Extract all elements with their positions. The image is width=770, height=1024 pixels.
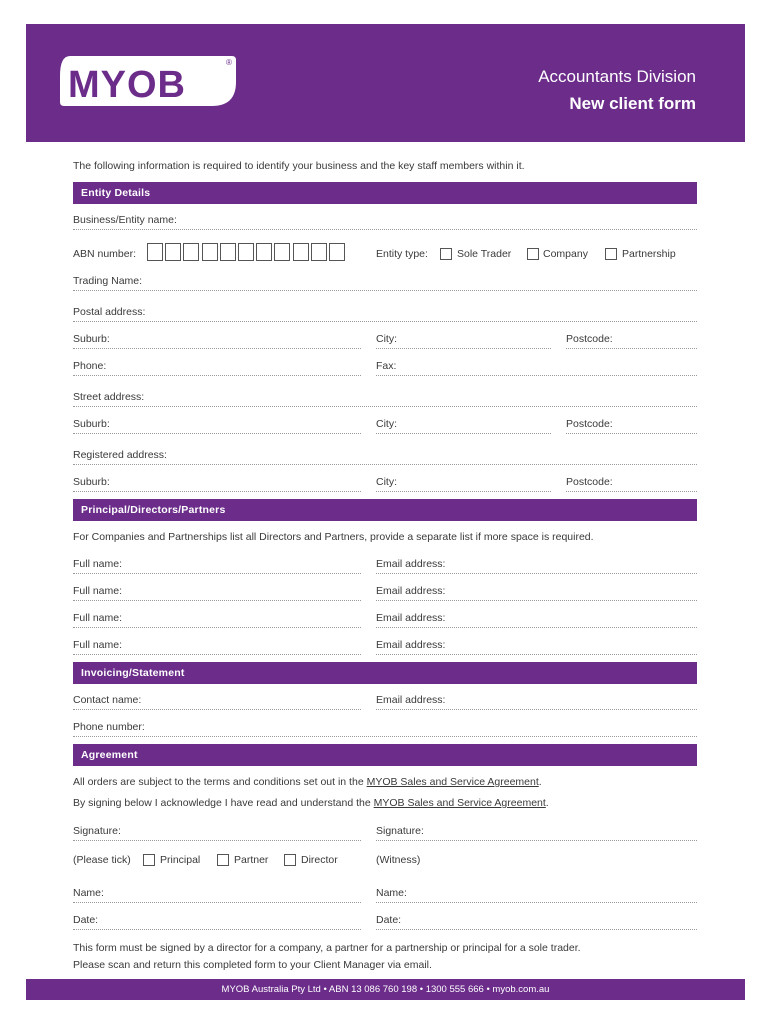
full-name-label: Full name: (73, 612, 123, 624)
entity-type-label: Entity type: (376, 248, 428, 260)
intro-text: The following information is required to identify your business and the key staff members within it. (73, 160, 525, 172)
full-name-label: Full name: (73, 639, 123, 651)
registered-postcode-label: Postcode: (566, 476, 613, 488)
full-name-label: Full name: (73, 558, 123, 570)
agreement-line-1-text: All orders are subject to the terms and conditions set out in the (73, 776, 367, 788)
abn-digit-box[interactable] (238, 243, 254, 261)
abn-digit-box[interactable] (165, 243, 181, 261)
registered-address-field[interactable] (73, 448, 697, 465)
abn-digit-box[interactable] (329, 243, 345, 261)
principal-4-name-field[interactable] (73, 638, 361, 655)
agreement-line-1-end: . (538, 776, 542, 788)
business-name-field[interactable] (73, 213, 697, 230)
agreement-line-2-end: . (545, 797, 549, 809)
registered-suburb-field[interactable] (73, 475, 361, 492)
section-agreement: Agreement (73, 744, 697, 766)
signer-date-field[interactable] (73, 913, 361, 930)
principal-4-email-field[interactable] (376, 638, 697, 655)
section-principals: Principal/Directors/Partners (73, 499, 697, 521)
partnership-checkbox[interactable] (605, 248, 617, 260)
agreement-line-2-text: By signing below I acknowledge I have read and understand the (73, 797, 374, 809)
postal-address-label: Postal address: (73, 306, 146, 318)
street-suburb-label: Suburb: (73, 418, 110, 430)
contact-name-field[interactable] (73, 693, 361, 710)
phone-label: Phone: (73, 360, 107, 372)
witness-date-field[interactable] (376, 913, 697, 930)
logo-wordmark: MYOB (68, 64, 186, 106)
sole-trader-label: Sole Trader (457, 248, 512, 260)
postal-suburb-label: Suburb: (73, 333, 110, 345)
abn-digit-box[interactable] (293, 243, 309, 261)
abn-digit-box[interactable] (311, 243, 327, 261)
full-name-label: Full name: (73, 585, 123, 597)
abn-digit-box[interactable] (256, 243, 272, 261)
abn-digit-box[interactable] (183, 243, 199, 261)
logo-registered-mark: ® (226, 58, 232, 67)
registered-postcode-field[interactable] (566, 475, 697, 492)
postal-postcode-label: Postcode: (566, 333, 613, 345)
invoicing-email-field[interactable] (376, 693, 697, 710)
postal-address-field[interactable] (73, 305, 697, 322)
business-name-label: Business/Entity name: (73, 214, 177, 226)
sales-service-agreement-link-2[interactable]: MYOB Sales and Service Agreement (373, 797, 546, 809)
phone-number-label: Phone number: (73, 721, 145, 733)
witness-label: (Witness) (376, 854, 421, 866)
email-label: Email address: (376, 612, 446, 624)
phone-number-field[interactable] (73, 720, 697, 737)
principals-note: For Companies and Partnerships list all Directors and Partners, provide a separate list if more space is required. (73, 531, 594, 543)
postal-city-label: City: (376, 333, 397, 345)
email-label: Email address: (376, 585, 446, 597)
page-footer: MYOB Australia Pty Ltd • ABN 13 086 760 198 • 1300 555 666 • myob.com.au (26, 979, 745, 1000)
witness-date-label: Date: (376, 914, 402, 926)
witness-name-field[interactable] (376, 886, 697, 903)
postal-postcode-field[interactable] (566, 332, 697, 349)
footnote-signing: This form must be signed by a director for a company, a partner for a partnership or principal for a sole trader. (73, 942, 581, 954)
section-invoicing: Invoicing/Statement (73, 662, 697, 684)
signature-field[interactable] (73, 824, 361, 841)
company-checkbox[interactable] (527, 248, 539, 260)
principal-1-name-field[interactable] (73, 557, 361, 574)
abn-digit-box[interactable] (202, 243, 218, 261)
registered-city-field[interactable] (376, 475, 551, 492)
signer-name-label: Name: (73, 887, 104, 899)
partner-label: Partner (234, 854, 269, 866)
company-label: Company (543, 248, 588, 260)
street-postcode-field[interactable] (566, 417, 697, 434)
page-header (26, 24, 745, 142)
contact-name-label: Contact name: (73, 694, 142, 706)
registered-address-label: Registered address: (73, 449, 167, 461)
street-address-label: Street address: (73, 391, 145, 403)
fax-field[interactable] (376, 359, 697, 376)
partner-checkbox[interactable] (217, 854, 229, 866)
myob-logo (56, 52, 239, 110)
fax-label: Fax: (376, 360, 397, 372)
division-title: Accountants Division (538, 67, 696, 86)
principal-label: Principal (160, 854, 201, 866)
street-city-label: City: (376, 418, 397, 430)
sales-service-agreement-link[interactable]: MYOB Sales and Service Agreement (366, 776, 539, 788)
principal-checkbox[interactable] (143, 854, 155, 866)
street-city-field[interactable] (376, 417, 551, 434)
section-entity-details: Entity Details (73, 182, 697, 204)
abn-digit-box[interactable] (147, 243, 163, 261)
director-checkbox[interactable] (284, 854, 296, 866)
witness-signature-label: Signature: (376, 825, 424, 837)
form-title: New client form (569, 94, 696, 113)
director-label: Director (301, 854, 338, 866)
signature-label: Signature: (73, 825, 121, 837)
invoicing-email-label: Email address: (376, 694, 446, 706)
principal-3-email-field[interactable] (376, 611, 697, 628)
agreement-line-2 (73, 796, 549, 810)
email-label: Email address: (376, 558, 446, 570)
please-tick-label: (Please tick) (73, 854, 131, 866)
trading-name-field[interactable] (73, 274, 697, 291)
footnote-return: Please scan and return this completed form to your Client Manager via email. (73, 959, 432, 971)
abn-label: ABN number: (73, 248, 137, 260)
trading-name-label: Trading Name: (73, 275, 143, 287)
postal-suburb-field[interactable] (73, 332, 361, 349)
phone-field[interactable] (73, 359, 361, 376)
principal-2-name-field[interactable] (73, 584, 361, 601)
partnership-label: Partnership (622, 248, 676, 260)
principal-3-name-field[interactable] (73, 611, 361, 628)
principal-1-email-field[interactable] (376, 557, 697, 574)
signer-date-label: Date: (73, 914, 99, 926)
witness-signature-field[interactable] (376, 824, 697, 841)
principal-2-email-field[interactable] (376, 584, 697, 601)
agreement-line-1 (73, 775, 542, 789)
email-label: Email address: (376, 639, 446, 651)
street-address-field[interactable] (73, 390, 697, 407)
registered-suburb-label: Suburb: (73, 476, 110, 488)
witness-name-label: Name: (376, 887, 407, 899)
abn-digit-box[interactable] (274, 243, 290, 261)
sole-trader-checkbox[interactable] (440, 248, 452, 260)
signer-name-field[interactable] (73, 886, 361, 903)
abn-digit-box[interactable] (220, 243, 236, 261)
postal-city-field[interactable] (376, 332, 551, 349)
registered-city-label: City: (376, 476, 397, 488)
street-suburb-field[interactable] (73, 417, 361, 434)
street-postcode-label: Postcode: (566, 418, 613, 430)
